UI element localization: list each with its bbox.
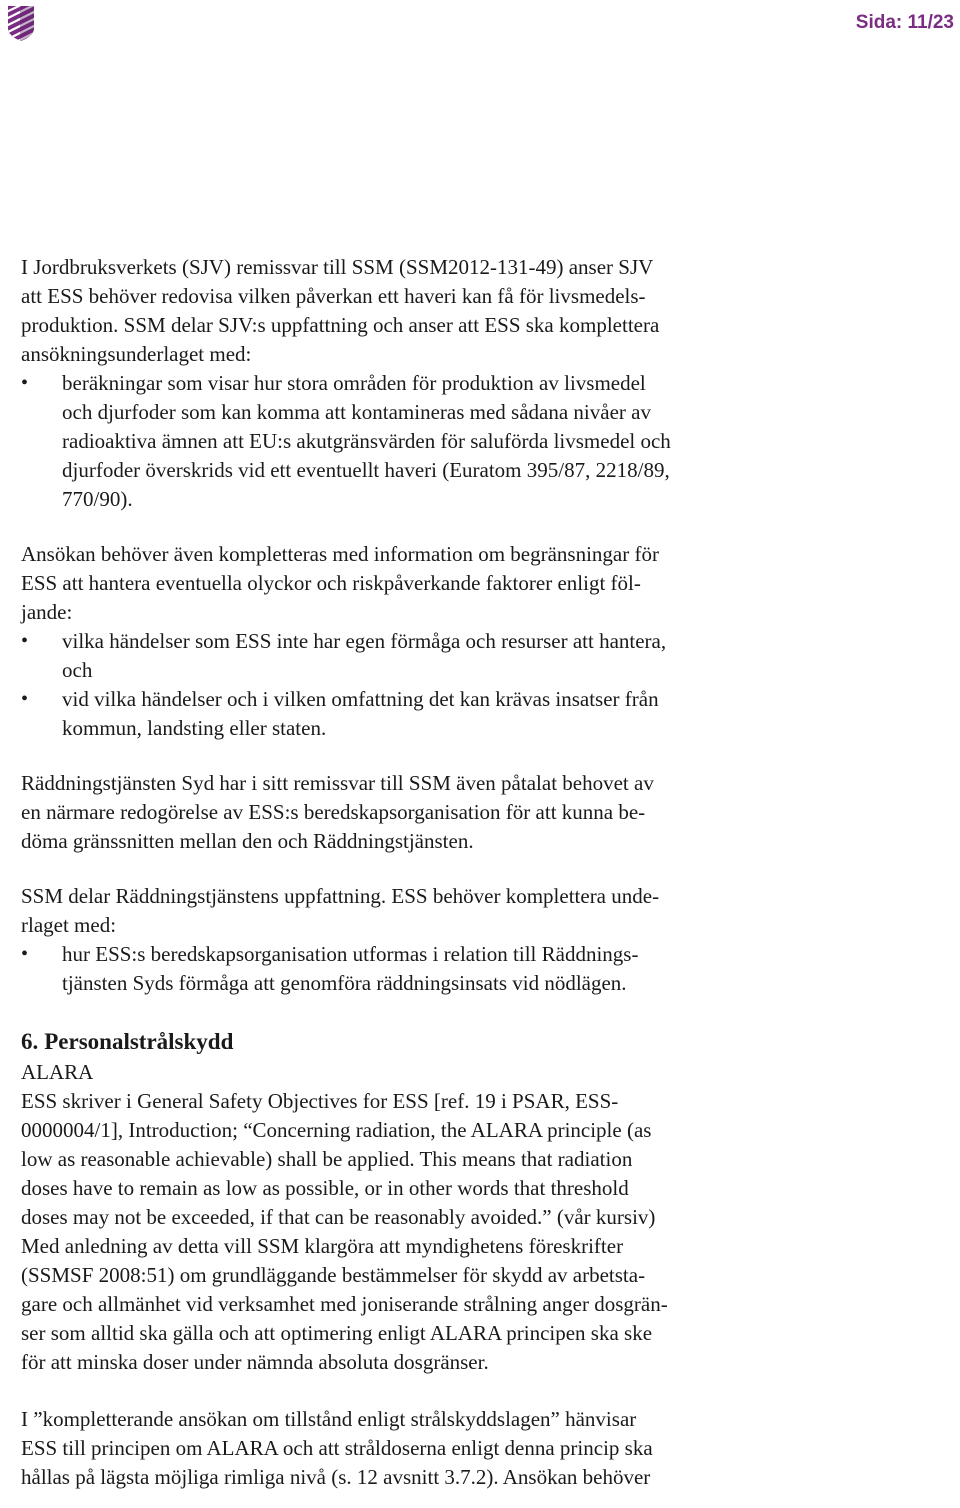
text-line: ESS till principen om ALARA och att stråldoserna enligt denna princip ska	[21, 1436, 653, 1460]
text-line: 0000004/1], Introduction; “Concerning radiation, the ALARA principle (as	[21, 1118, 652, 1142]
logo-icon	[6, 4, 36, 42]
text-line: Med anledning av detta vill SSM klargöra att myndighetens föreskrifter	[21, 1234, 624, 1258]
text-line: jande:	[21, 600, 73, 624]
subheading-alara: ALARA	[21, 1060, 94, 1084]
section-number: 6.	[21, 1029, 39, 1054]
text-line: Räddningstjänsten Syd har i sitt remissvar till SSM även påtalat behovet av	[21, 771, 654, 795]
page-number: Sida: 11/23	[855, 12, 954, 33]
paragraph-kompletterande	[21, 1405, 801, 1492]
text-line: gare och allmänhet vid verksamhet med joniserande strålning anger dosgrän-	[21, 1292, 668, 1316]
text-line: SSM delar Räddningstjänstens uppfattning. ESS behöver komplettera unde-	[21, 884, 660, 908]
paragraph-alara	[21, 1087, 801, 1377]
text-line: att ESS behöver redovisa vilken påverkan ett haveri kan få för livsmedels-	[21, 284, 646, 308]
text-line: ESS att hantera eventuella olyckor och riskpåverkande faktorer enligt föl-	[21, 571, 641, 595]
text-line: hur ESS:s beredskapsorganisation utformas i relation till Räddnings-	[62, 942, 639, 966]
text-line: för att minska doser under nämnda absoluta dosgränser.	[21, 1350, 489, 1374]
bullet-icon: •	[21, 372, 29, 394]
bullet-item	[21, 627, 801, 685]
section-heading	[21, 1026, 801, 1058]
text-line: produktion. SSM delar SJV:s uppfattning och anser att ESS ska komplettera	[21, 313, 660, 337]
text-line: kommun, landsting eller staten.	[62, 716, 327, 740]
text-line: radioaktiva ämnen att EU:s akutgränsvärden för saluförda livsmedel och	[62, 429, 671, 453]
paragraph-begransningar	[21, 540, 801, 627]
text-line: och djurfoder som kan komma att kontamineras med sådana nivåer av	[62, 400, 651, 424]
paragraph-jordbruksverket	[21, 253, 801, 369]
text-line: doses may not be exceeded, if that can be reasonably avoided.” (vår kursiv)	[21, 1205, 656, 1229]
document-body	[21, 253, 801, 1492]
text-line: doses have to remain as low as possible, or in other words that threshold	[21, 1176, 629, 1200]
text-line: djurfoder överskrids vid ett eventuellt haveri (Euratom 395/87, 2218/89,	[62, 458, 670, 482]
paragraph-raddningstjansten	[21, 769, 801, 856]
text-line: beräkningar som visar hur stora områden för produktion av livsmedel	[62, 371, 646, 395]
text-line: vilka händelser som ESS inte har egen förmåga och resurser att hantera,	[62, 629, 667, 653]
text-line: I Jordbruksverkets (SJV) remissvar till SSM (SSM2012-131-49) anser SJV	[21, 255, 654, 279]
bullet-item	[21, 369, 801, 514]
bullet-item	[21, 685, 801, 743]
text-line: ansökningsunderlaget med:	[21, 342, 252, 366]
text-line: vid vilka händelser och i vilken omfattning det kan krävas insatser från	[62, 687, 659, 711]
text-line: Ansökan behöver även kompletteras med information om begränsningar för	[21, 542, 659, 566]
text-line: hållas på lägsta möjliga rimliga nivå (s. 12 avsnitt 3.7.2). Ansökan behöver	[21, 1465, 651, 1489]
bullet-item	[21, 940, 801, 998]
bullet-icon: •	[21, 943, 29, 965]
text-line: I ”kompletterande ansökan om tillstånd enligt strålskyddslagen” hänvisar	[21, 1407, 637, 1431]
text-line: rlaget med:	[21, 913, 117, 937]
text-line: tjänsten Syds förmåga att genomföra räddningsinsats vid nödlägen.	[62, 971, 627, 995]
section-title: Personalstrålskydd	[44, 1029, 234, 1054]
text-line: low as reasonable achievable) shall be applied. This means that radiation	[21, 1147, 633, 1171]
bullet-icon: •	[21, 688, 29, 710]
text-line: en närmare redogörelse av ESS:s beredskapsorganisation för att kunna be-	[21, 800, 646, 824]
paragraph-ssm-delar	[21, 882, 801, 940]
text-line: döma gränssnitten mellan den och Räddningstjänsten.	[21, 829, 474, 853]
text-line: och	[62, 658, 93, 682]
text-line: ser som alltid ska gälla och att optimering enligt ALARA principen ska ske	[21, 1321, 653, 1345]
text-line: 770/90).	[62, 487, 133, 511]
text-line: ESS skriver i General Safety Objectives for ESS [ref. 19 i PSAR, ESS-	[21, 1089, 619, 1113]
text-line: (SSMSF 2008:51) om grundläggande bestämmelser för skydd av arbetsta-	[21, 1263, 646, 1287]
bullet-icon: •	[21, 630, 29, 652]
